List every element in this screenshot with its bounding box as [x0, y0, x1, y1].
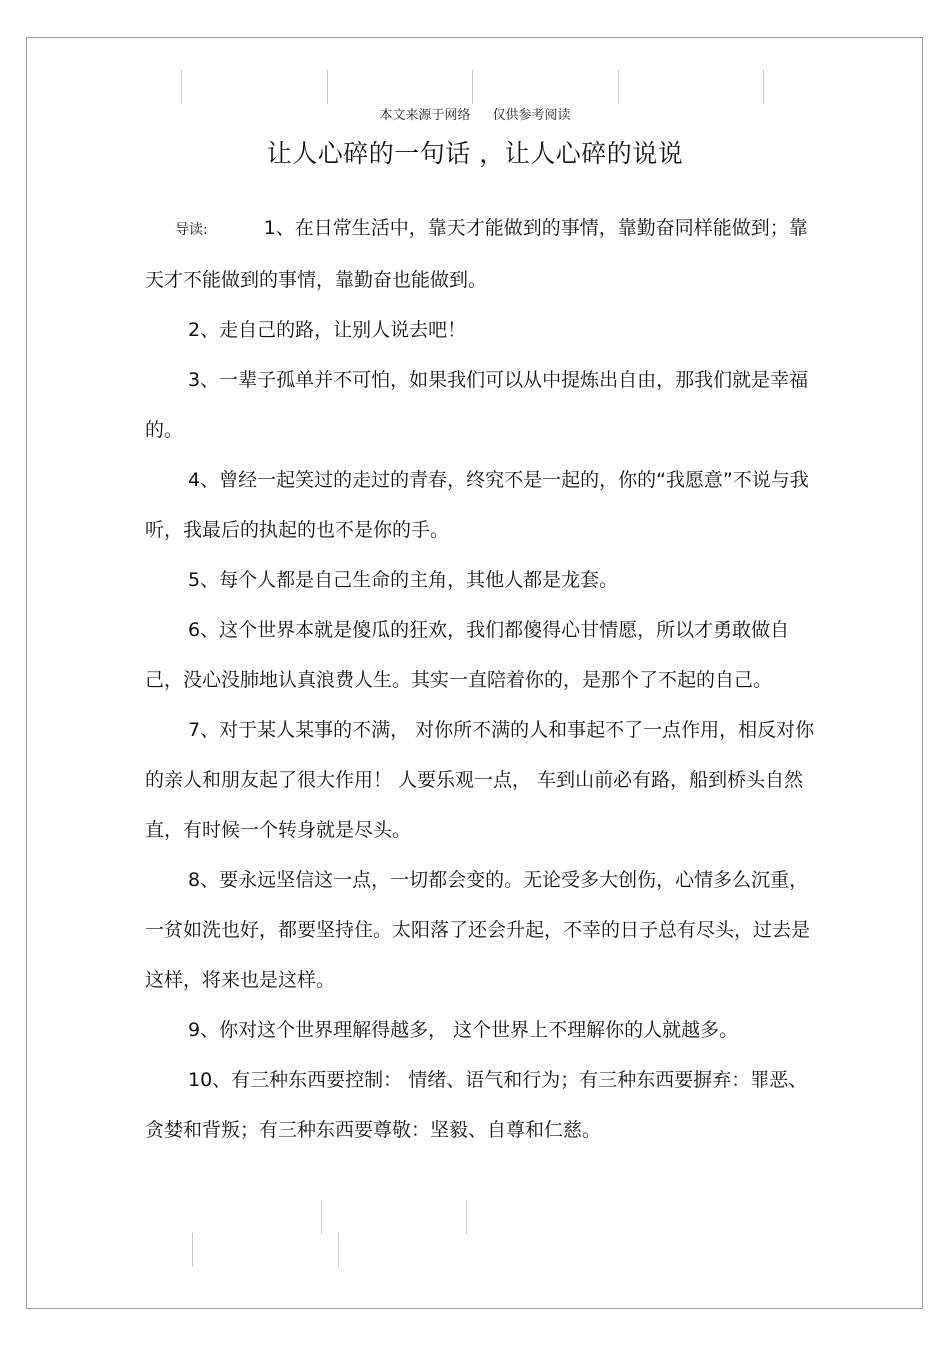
document-body [145, 203, 815, 1155]
paragraph-7: 7、对于某人某事的不满， 对你所不满的人和事起不了一点作用，相反对你的亲人和朋友起了很大作用！ 人要乐观一点， 车到山前必有路，船到桥头自然直，有时候一个转身就是尽头。 [145, 719, 815, 841]
paragraph-1-text: 1、在日常生活中，靠天才能做到的事情，靠勤奋同样能做到；靠天才不能做到的事情，靠勤奋也能做到。 [145, 217, 808, 291]
reference-note: 仅供参考阅读 [492, 108, 571, 123]
paragraph-4: 4、曾经一起笑过的走过的青春，终究不是一起的，你的“我愿意”不说与我听，我最后的执起的也不是你的手。 [145, 469, 809, 541]
paragraph-3: 3、一辈子孤单并不可怕，如果我们可以从中提炼出自由，那我们就是幸福的。 [145, 369, 809, 441]
decorative-line [466, 1200, 467, 1234]
decorative-line [327, 70, 328, 104]
decorative-line [321, 1200, 322, 1234]
paragraph-5: 5、每个人都是自己生命的主角，其他人都是龙套。 [188, 569, 619, 591]
decorative-line [338, 1233, 339, 1267]
source-note: 本文来源于网络 [379, 108, 471, 123]
paragraph-1 [145, 203, 815, 305]
paragraph-8: 8、要永远坚信这一点，一切都会变的。无论受多大创伤，心情多么沉重，一贫如洗也好，都要坚持住。太阳落了还会升起，不幸的日子总有尽头，过去是这样，将来也是这样。 [145, 869, 811, 991]
document-title: 让人心碎的一句话 ，让人心碎的说说 [266, 139, 684, 168]
lead-label: 导读: [175, 222, 208, 238]
paragraph-9: 9、你对这个世界理解得越多， 这个世界上不理解你的人就越多。 [188, 1019, 739, 1041]
decorative-line [618, 70, 619, 104]
decorative-line [472, 70, 473, 104]
decorative-line [181, 70, 182, 104]
paragraph-2: 2、走自己的路，让别人说去吧！ [188, 319, 467, 341]
paragraph-10: 10、有三种东西要控制： 情绪、语气和行为；有三种东西要摒弃：罪恶、贪婪和背叛；有三种东西要尊敬：坚毅、自尊和仁慈。 [145, 1069, 808, 1141]
header-note [0, 104, 950, 123]
paragraph-6: 6、这个世界本就是傻瓜的狂欢，我们都傻得心甘情愿，所以才勇敢做自己，没心没肺地认真浪费人生。其实一直陪着你的，是那个了不起的自己。 [145, 619, 790, 691]
decorative-line [192, 1233, 193, 1267]
decorative-line [763, 70, 764, 104]
